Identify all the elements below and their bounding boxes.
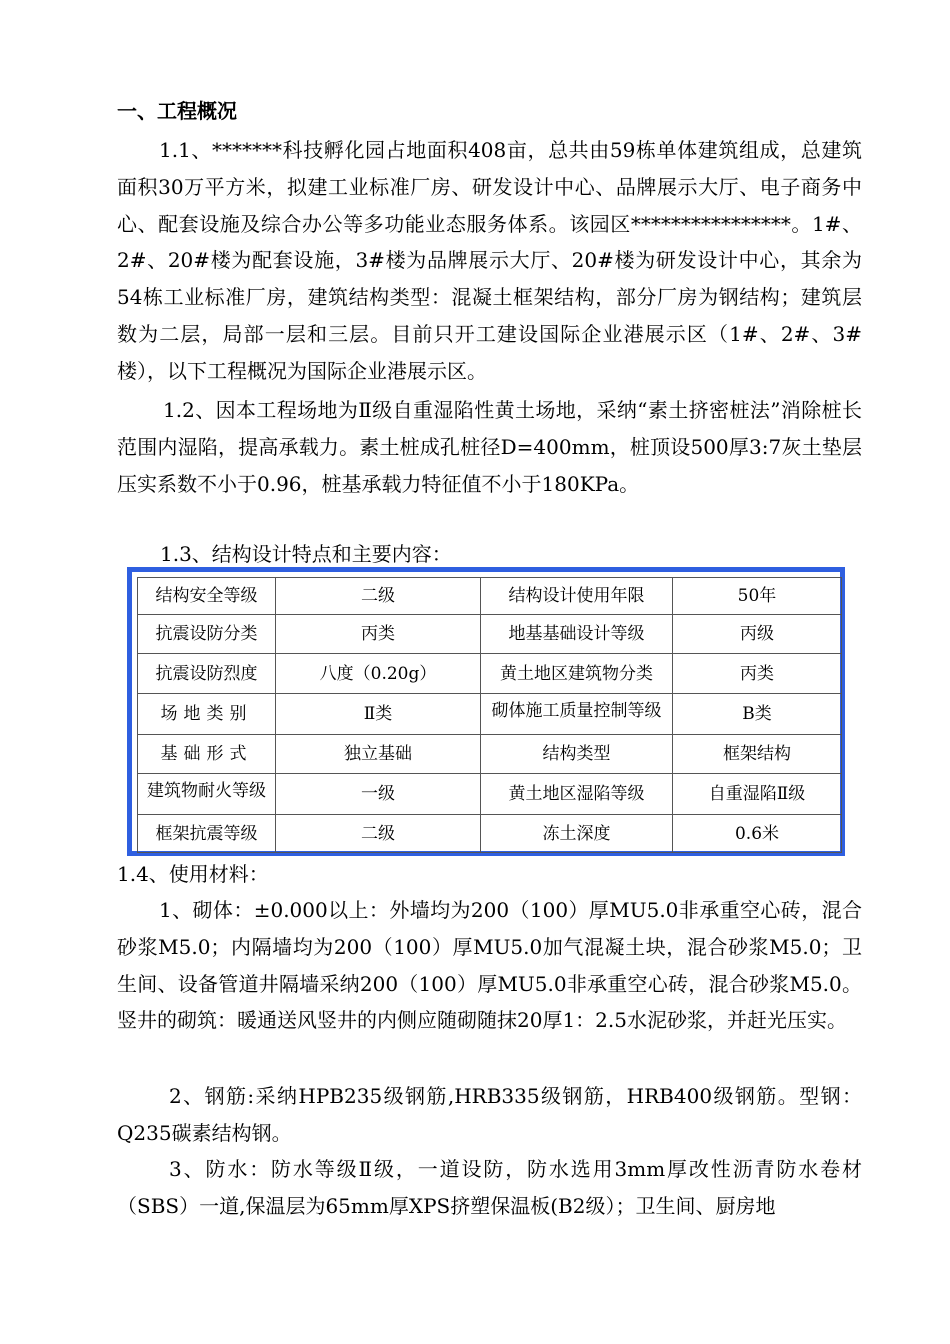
- structure-spec-table: [137, 577, 842, 853]
- table-row: [138, 735, 842, 774]
- table-cell-value: 一级: [276, 774, 481, 815]
- table-cell-label: 场地类别: [138, 694, 276, 735]
- table-cell-label: 地基基础设计等级: [481, 615, 673, 654]
- table-cell-label: 结构类型: [481, 735, 673, 774]
- table-cell-value: 0.6米: [673, 815, 842, 853]
- table-cell-label: 冻土深度: [481, 815, 673, 853]
- table-cell-value: 八度（0.20g）: [276, 654, 481, 694]
- table-row: [138, 578, 842, 615]
- paragraph-1-2: 1.2、因本工程场地为Ⅱ级自重湿陷性黄土场地，采纳“素土挤密桩法”消除桩长范围内湿陷，提高承载力。素土桩成孔桩径D=400mm，桩顶设500厚3:7灰土垫层压实系数不小于0.96，桩基承载力特征值不小于180KPa。: [117, 398, 862, 496]
- structure-spec-table-frame: [127, 567, 845, 856]
- paragraph-1-4: 1.4、使用材料：: [117, 862, 269, 886]
- table-row: [138, 694, 842, 735]
- materials-waterproofing: 3、防水：防水等级Ⅱ级，一道设防，防水选用3mm厚改性沥青防水卷材（SBS）一道,保温层为65mm厚XPS挤塑保温板(B2级）；卫生间、厨房地: [117, 1157, 862, 1218]
- table-cell-label: 抗震设防分类: [138, 615, 276, 654]
- table-cell-value: 50年: [673, 578, 842, 615]
- paragraph-1-1: 1.1、*******科技孵化园占地面积408亩，总共由59栋单体建筑组成，总建筑面积30万平方米，拟建工业标准厂房、研发设计中心、品牌展示大厅、电子商务中心、配套设施及综合办公等多功能业态服务体系。该园区****************。1#、2#、20#楼为配套设施，3#楼为品牌展示大厅、20#楼为研发设计中心，其余为54栋工业标准厂房，建筑结构类型：混凝土框架结构，部分厂房为钢结构；建筑层数为二层，局部一层和三层。目前只开工建设国际企业港展示区（1#、2#、3#楼），以下工程概况为国际企业港展示区。: [117, 138, 862, 383]
- table-cell-value: 二级: [276, 815, 481, 853]
- table-row: [138, 654, 842, 694]
- table-cell-label: [138, 774, 276, 815]
- table-cell-label-text: 砌体施工质量控制等级: [491, 701, 662, 721]
- table-row: [138, 615, 842, 654]
- materials-rebar: 2、钢筋:采纳HPB235级钢筋,HRB335级钢筋，HRB400级钢筋。型钢：Q235碳素结构钢。: [117, 1084, 862, 1145]
- table-cell-value: 二级: [276, 578, 481, 615]
- table-cell-label: 抗震设防烈度: [138, 654, 276, 694]
- materials-masonry: 1、砌体：±0.000以上：外墙均为200（100）厚MU5.0非承重空心砖，混合砂浆M5.0；内隔墙均为200（100）厚MU5.0加气混凝土块，混合砂浆M5.0；卫生间、设备管道井隔墙采纳200（100）厚MU5.0非承重空心砖，混合砂浆M5.0。竖井的砌筑：暖通送风竖井的内侧应随砌随抹20厚1：2.5水泥砂浆，并赶光压实。: [117, 898, 862, 1033]
- table-cell-value: Ⅱ类: [276, 694, 481, 735]
- paragraph-1-3: 1.3、结构设计特点和主要内容：: [160, 542, 452, 566]
- table-cell-label: 黄土地区湿陷等级: [481, 774, 673, 815]
- table-cell-label: 结构设计使用年限: [481, 578, 673, 615]
- table-row: [138, 774, 842, 815]
- table-cell-label-text: 建筑物耐火等级: [147, 781, 266, 801]
- table-cell-value: 自重湿陷Ⅱ级: [673, 774, 842, 815]
- table-cell-label: 框架抗震等级: [138, 815, 276, 853]
- table-cell-value: 丙类: [673, 654, 842, 694]
- table-cell-value: 框架结构: [673, 735, 842, 774]
- table-cell-label: 基础形式: [138, 735, 276, 774]
- table-cell-value: B类: [673, 694, 842, 735]
- table-row: [138, 815, 842, 853]
- table-cell-value: 独立基础: [276, 735, 481, 774]
- table-cell-label: 黄土地区建筑物分类: [481, 654, 673, 694]
- table-cell-value: 丙类: [276, 615, 481, 654]
- table-cell-value: 丙级: [673, 615, 842, 654]
- table-cell-label: [481, 694, 673, 735]
- table-cell-label: 结构安全等级: [138, 578, 276, 615]
- section-heading: 一、工程概况: [117, 99, 237, 123]
